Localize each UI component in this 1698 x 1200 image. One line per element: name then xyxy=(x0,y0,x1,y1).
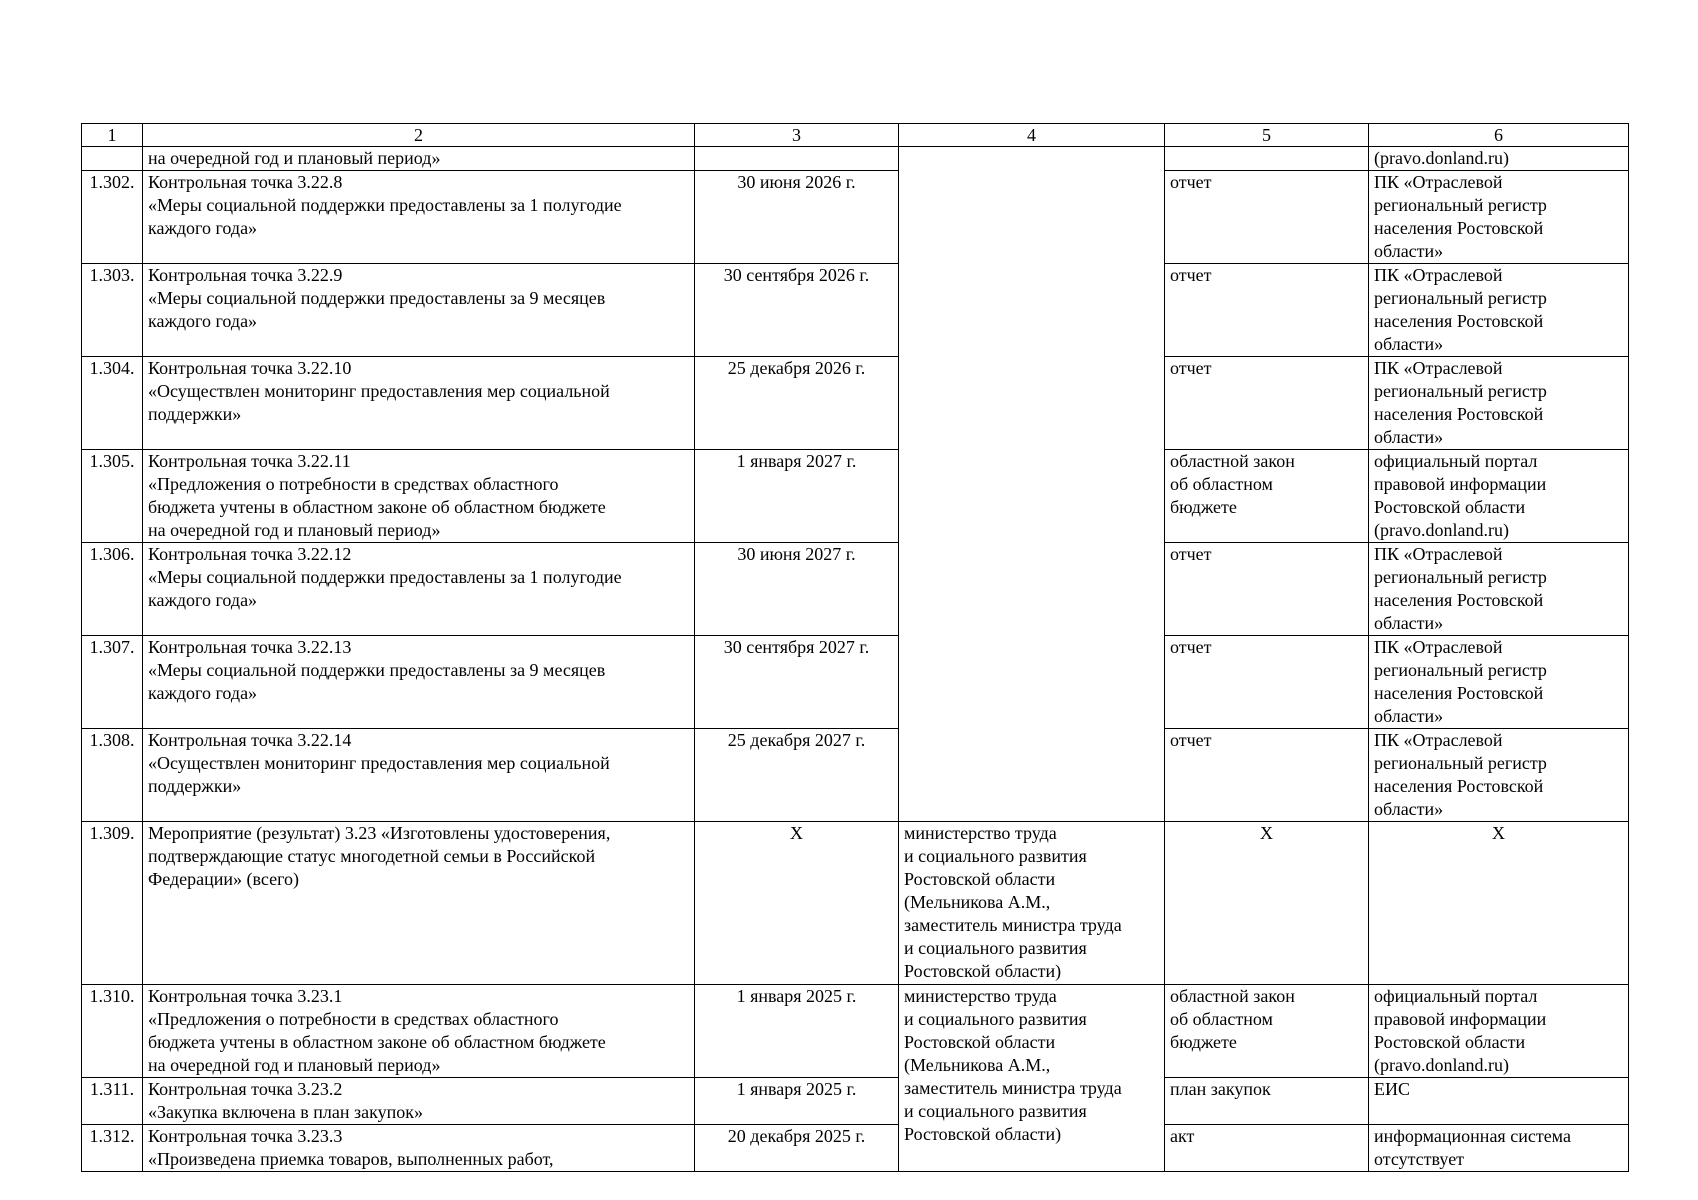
responsible-person: министерство труда и социального развития Ростовской области (Мельникова А.М., заместитель министра труда и социального развития Ростовской области) xyxy=(899,985,1165,1172)
due-date: 1 января 2025 г. xyxy=(695,1078,899,1125)
info-source: официальный портал правовой информации Ростовской области (pravo.donland.ru) xyxy=(1369,450,1629,543)
continuation-text: на очередной год и плановый период» xyxy=(143,147,695,171)
event-cell xyxy=(143,450,695,543)
event-description: «Осуществлен мониторинг предоставления мер социальной поддержки» xyxy=(148,753,610,796)
table-row xyxy=(82,264,1629,357)
document-type: отчет xyxy=(1165,543,1369,636)
col-header-6: 6 xyxy=(1369,124,1629,147)
col-header-4: 4 xyxy=(899,124,1165,147)
row-number: 1.303. xyxy=(82,264,143,357)
table-row xyxy=(82,1078,1629,1125)
event-title: Контрольная точка 3.22.14 xyxy=(148,730,352,750)
responsible-person: министерство труда и социального развития Ростовской области (Мельникова А.М., заместитель министра труда и социального развития Ростовской области) xyxy=(899,822,1165,985)
due-date: Х xyxy=(695,822,899,985)
info-source: ПК «Отраслевой региональный регистр населения Ростовской области» xyxy=(1369,264,1629,357)
plan-table xyxy=(81,123,1629,1172)
event-cell xyxy=(143,1125,695,1172)
document-type: отчет xyxy=(1165,171,1369,264)
header-row xyxy=(82,124,1629,147)
row-number: 1.312. xyxy=(82,1125,143,1172)
event-title: Контрольная точка 3.22.12 xyxy=(148,544,352,564)
info-source: Х xyxy=(1369,822,1629,985)
table-row xyxy=(82,729,1629,822)
due-date: 30 июня 2026 г. xyxy=(695,171,899,264)
row-num-cell xyxy=(82,147,143,171)
info-source: ПК «Отраслевой региональный регистр населения Ростовской области» xyxy=(1369,636,1629,729)
document-type: Х xyxy=(1165,822,1369,985)
event-title: Контрольная точка 3.23.3 xyxy=(148,1126,343,1146)
due-date: 30 июня 2027 г. xyxy=(695,543,899,636)
event-cell xyxy=(143,985,695,1078)
event-description: «Произведена приемка товаров, выполненных работ, xyxy=(148,1149,554,1169)
col-header-2: 2 xyxy=(143,124,695,147)
doc-cell xyxy=(1165,147,1369,171)
row-number: 1.302. xyxy=(82,171,143,264)
event-cell xyxy=(143,1078,695,1125)
continuation-source: (pravo.donland.ru) xyxy=(1369,147,1629,171)
row-number: 1.307. xyxy=(82,636,143,729)
event-description: «Меры социальной поддержки предоставлены за 9 месяцев каждого года» xyxy=(148,288,606,331)
info-source: информационная система отсутствует xyxy=(1369,1125,1629,1172)
document-type: отчет xyxy=(1165,636,1369,729)
table-row xyxy=(82,543,1629,636)
due-date: 25 декабря 2026 г. xyxy=(695,357,899,450)
due-date: 25 декабря 2027 г. xyxy=(695,729,899,822)
due-date: 20 декабря 2025 г. xyxy=(695,1125,899,1172)
responsible-cell-merged xyxy=(899,147,1165,822)
info-source: официальный портал правовой информации Ростовской области (pravo.donland.ru) xyxy=(1369,985,1629,1078)
event-cell xyxy=(143,729,695,822)
document-type: отчет xyxy=(1165,357,1369,450)
table-row xyxy=(82,1125,1629,1172)
table-row xyxy=(82,147,1629,171)
event-title: Контрольная точка 3.22.13 xyxy=(148,637,352,657)
table-row xyxy=(82,450,1629,543)
row-number: 1.308. xyxy=(82,729,143,822)
info-source: ПК «Отраслевой региональный регистр населения Ростовской области» xyxy=(1369,729,1629,822)
event-title: Контрольная точка 3.22.11 xyxy=(148,451,351,471)
document-type: отчет xyxy=(1165,729,1369,822)
event-cell xyxy=(143,636,695,729)
event-text: Мероприятие (результат) 3.23 «Изготовлены удостоверения, подтверждающие статус многодетной семьи в Российской Федерации» (всего) xyxy=(143,822,695,985)
row-number: 1.306. xyxy=(82,543,143,636)
col-header-3: 3 xyxy=(695,124,899,147)
event-description: «Закупка включена в план закупок» xyxy=(148,1102,423,1122)
event-title: Контрольная точка 3.22.10 xyxy=(148,358,352,378)
event-title: Контрольная точка 3.23.2 xyxy=(148,1079,343,1099)
event-cell xyxy=(143,264,695,357)
due-date: 1 января 2027 г. xyxy=(695,450,899,543)
event-description: «Меры социальной поддержки предоставлены за 1 полугодие каждого года» xyxy=(148,195,622,238)
document-type: областной закон об областном бюджете xyxy=(1165,450,1369,543)
event-description: «Осуществлен мониторинг предоставления мер социальной поддержки» xyxy=(148,381,610,424)
event-title: Контрольная точка 3.22.8 xyxy=(148,172,343,192)
info-source: ЕИС xyxy=(1369,1078,1629,1125)
due-date: 30 сентября 2027 г. xyxy=(695,636,899,729)
event-description: «Меры социальной поддержки предоставлены за 1 полугодие каждого года» xyxy=(148,567,622,610)
info-source: ПК «Отраслевой региональный регистр населения Ростовской области» xyxy=(1369,171,1629,264)
table-row xyxy=(82,171,1629,264)
table-row xyxy=(82,636,1629,729)
info-source: ПК «Отраслевой региональный регистр населения Ростовской области» xyxy=(1369,543,1629,636)
event-description: «Предложения о потребности в средствах областного бюджета учтены в областном законе об областном бюджете на очередной год и плановый период» xyxy=(148,474,606,540)
row-number: 1.309. xyxy=(82,822,143,985)
document-type: областной закон об областном бюджете xyxy=(1165,985,1369,1078)
due-date: 1 января 2025 г. xyxy=(695,985,899,1078)
document-type: план закупок xyxy=(1165,1078,1369,1125)
col-header-5: 5 xyxy=(1165,124,1369,147)
event-title: Контрольная точка 3.22.9 xyxy=(148,265,343,285)
due-date: 30 сентября 2026 г. xyxy=(695,264,899,357)
row-number: 1.304. xyxy=(82,357,143,450)
event-cell xyxy=(143,357,695,450)
row-number: 1.305. xyxy=(82,450,143,543)
event-description: «Предложения о потребности в средствах областного бюджета учтены в областном законе об областном бюджете на очередной год и плановый период» xyxy=(148,1009,606,1075)
col-header-1: 1 xyxy=(82,124,143,147)
event-cell xyxy=(143,171,695,264)
event-title: Контрольная точка 3.23.1 xyxy=(148,986,343,1006)
info-source: ПК «Отраслевой региональный регистр населения Ростовской области» xyxy=(1369,357,1629,450)
table-row xyxy=(82,357,1629,450)
row-number: 1.311. xyxy=(82,1078,143,1125)
document-type: акт xyxy=(1165,1125,1369,1172)
row-number: 1.310. xyxy=(82,985,143,1078)
table-row xyxy=(82,985,1629,1078)
event-description: «Меры социальной поддержки предоставлены за 9 месяцев каждого года» xyxy=(148,660,606,703)
event-cell xyxy=(143,543,695,636)
document-type: отчет xyxy=(1165,264,1369,357)
table-row xyxy=(82,822,1629,985)
date-cell xyxy=(695,147,899,171)
